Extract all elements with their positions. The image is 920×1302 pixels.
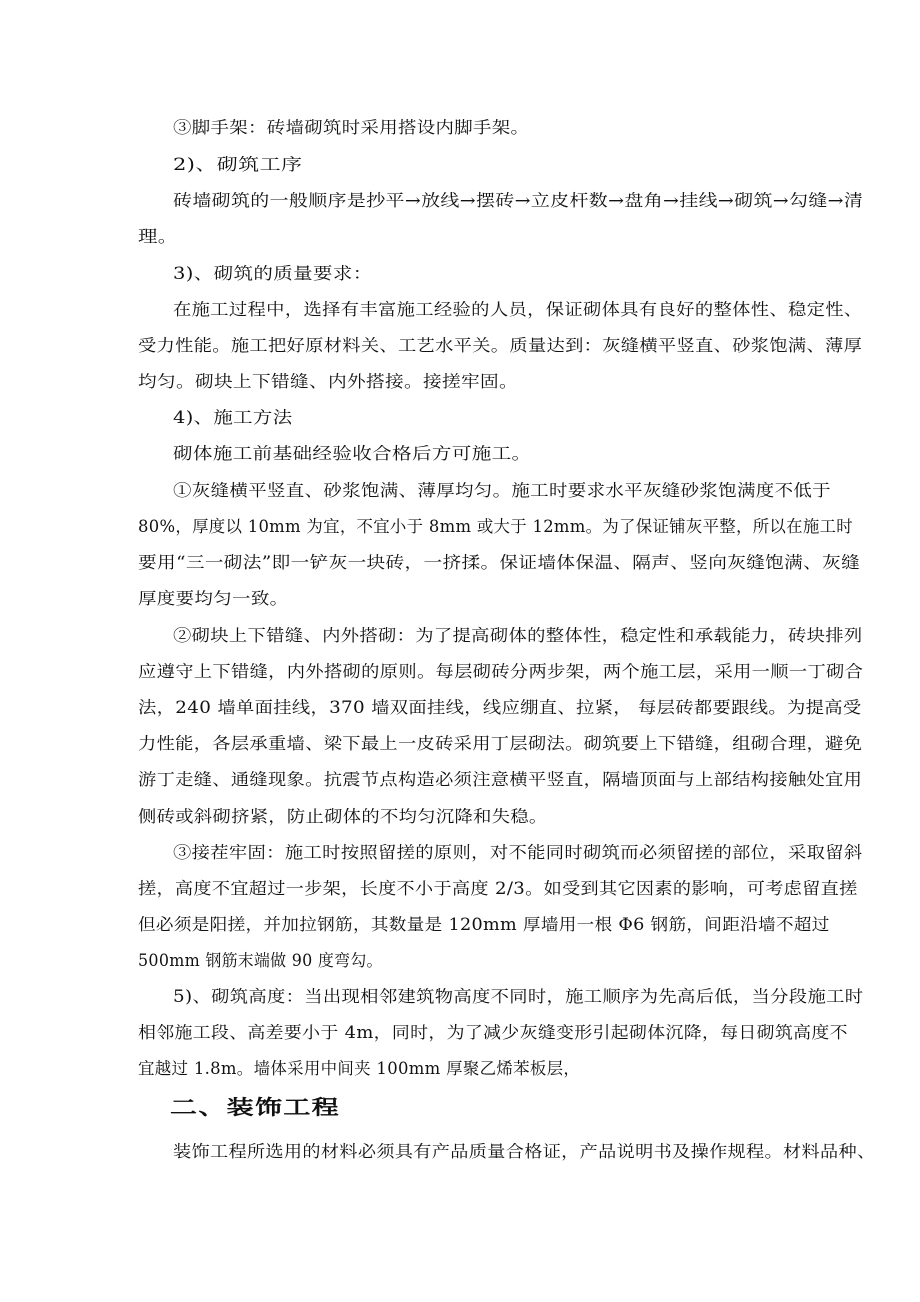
paragraph-line: 理。 bbox=[138, 227, 178, 246]
paragraph-line: 3)、砌筑的质量要求： bbox=[173, 264, 373, 283]
paragraph-line: 但必须是阳搓，并加拉钢筋，其数量是 120mm 厚墙用一根 Φ6 钢筋，间距沿墙不超过 bbox=[138, 915, 830, 934]
paragraph-line: 装饰工程所选用的材料必须具有产品质量合格证，产品说明书及操作规程。材料品种、 bbox=[173, 1142, 876, 1161]
paragraph-line: 法，240 墙单面挂线，370 墙双面挂线，线应绷直、拉紧， 每层砖都要跟线。为提高受 bbox=[138, 698, 862, 717]
paragraph-line: ③脚手架：砖墙砌筑时采用搭设内脚手架。 bbox=[173, 118, 530, 137]
paragraph-line: 受力性能。施工把好原材料关、工艺水平关。质量达到：灰缝横平竖直、砂浆饱满、薄厚 bbox=[138, 336, 863, 355]
paragraph-line: 4)、施工方法 bbox=[173, 408, 293, 427]
paragraph-line: 均匀。砌块上下错缝、内外搭接。接搓牢固。 bbox=[138, 372, 519, 391]
paragraph-line: 游丁走缝、通缝现象。抗震节点构造必须注意横平竖直，隔墙顶面与上部结构接触处宜用 bbox=[138, 770, 863, 789]
paragraph-line: ②砌块上下错缝、内外搭砌：为了提高砌体的整体性，稳定性和承载能力，砖块排列 bbox=[173, 626, 863, 645]
paragraph-line: 搓，高度不宜超过一步架，长度不小于高度 2/3。如受到其它因素的影响，可考虑留直搓 bbox=[138, 879, 858, 898]
paragraph-line: 宜越过 1.8m。墙体采用中间夹 100mm 厚聚乙烯苯板层， bbox=[138, 1059, 581, 1078]
paragraph-line: 相邻施工段、高差要小于 4m，同时，为了减少灰缝变形引起砌体沉降，每日砌筑高度不 bbox=[138, 1023, 848, 1042]
paragraph-line: 应遵守上下错缝，内外搭砌的原则。每层砌砖分两步架，两个施工层，采用一顺一丁砌合 bbox=[138, 662, 864, 681]
paragraph-line: 5)、砌筑高度：当出现相邻建筑物高度不同时，施工顺序为先高后低，当分段施工时 bbox=[173, 987, 864, 1006]
paragraph-line: ③接茬牢固：施工时按照留搓的原则，对不能同时砌筑而必须留搓的部位，采取留斜 bbox=[173, 843, 863, 862]
paragraph-line: 要用“三一砌法”即一铲灰一块砖，一挤揉。保证墙体保温、隔声、竖向灰缝饱满、灰缝 bbox=[138, 553, 861, 572]
paragraph-line: 厚度要均匀一致。 bbox=[138, 589, 289, 608]
paragraph-line: 砖墙砌筑的一般顺序是抄平→放线→摆砖→立皮杆数→盘角→挂线→砌筑→勾缝→清 bbox=[173, 191, 864, 210]
paragraph-line: 力性能，各层承重墙、梁下最上一皮砖采用丁层砌法。砌筑要上下错缝，组砌合理，避免 bbox=[138, 734, 863, 753]
paragraph-line: 在施工过程中，选择有丰富施工经验的人员，保证砌体具有良好的整体性、稳定性、 bbox=[173, 300, 863, 319]
paragraph-line: 侧砖或斜砌挤紧，防止砌体的不均匀沉降和失稳。 bbox=[138, 807, 548, 826]
paragraph-line: 500mm 钢筋末端做 90 度弯勾。 bbox=[138, 951, 383, 970]
section-heading: 二、装饰工程 bbox=[170, 1095, 340, 1119]
paragraph-line: 砌体施工前基础经验收合格后方可施工。 bbox=[173, 444, 532, 463]
paragraph-line: 80%，厚度以 10mm 为宜，不宜小于 8mm 或大于 12mm。为了保证铺灰平整，所以在施工时 bbox=[138, 517, 853, 536]
paragraph-line: 2)、砌筑工序 bbox=[173, 155, 303, 174]
paragraph-line: ①灰缝横平竖直、砂浆饱满、薄厚均匀。施工时要求水平灰缝砂浆饱满度不低于 bbox=[173, 481, 831, 500]
